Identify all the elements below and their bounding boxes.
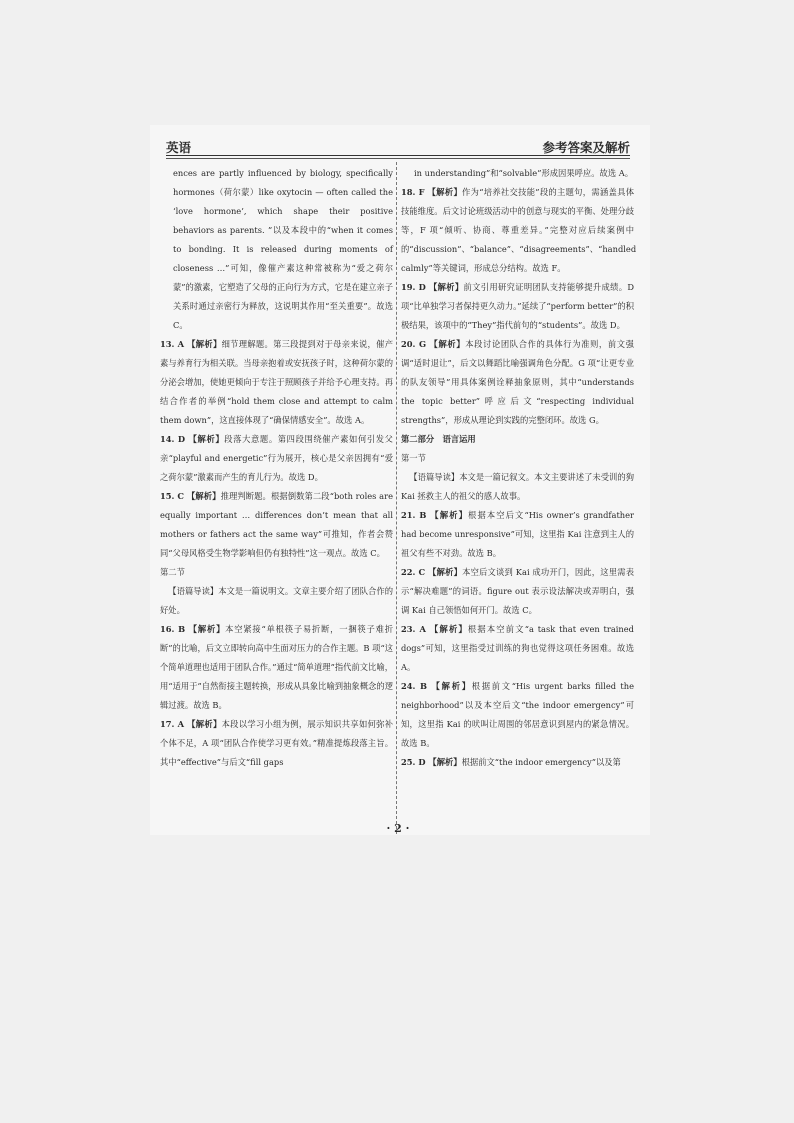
answer-12-continued: ences are partly influenced by biology, specifically hormones（荷尔蒙）like oxytocin — often called the ‘love hormone’, which shape their positive behaviors as parents. ”以及本段中的“when it comes to bonding. It is released during moments of closeness …”可知，像催产素这种常被称为“爱之荷尔蒙”的激素，它塑造了父母的正向行为方式，它是在建立亲子关系时通过亲密行为释放，这说明其作用“至关重要”。故选 C。 (173, 168, 393, 330)
header-section-title: 参考答案及解析 (542, 140, 630, 155)
answer-17: 17. A 【解析】本段以学习小组为例，展示知识共享如何弥补个体不足，A 项“团队合作使学习更有效。”精准提炼段落主旨。其中“effective”与后文“fill gaps (160, 719, 393, 767)
answer-25: 25. D 【解析】根据前文“the indoor emergency”以及第 (401, 757, 621, 767)
answer-22: 22. C 【解析】本空后文谈到 Kai 成功开门，因此，这里需表示“解决难题”的词语。figure out 表示设法解决或弄明白，强调 Kai 自己领悟如何开门。故选 C。 (401, 567, 634, 615)
answer-18: 18. F 【解析】作为“培养社交技能”段的主题句，需涵盖具体技能维度。后文讨论班级活动中的创意与现实的平衡、处理分歧等，F 项“倾听、协商、尊重差异。”完整对应后续案例中的“discussion”、“balance”、“disagreements”、“handled calmly”等关键词，形成总分结构。故选 F。 (401, 187, 637, 273)
answer-16: 16. B 【解析】本空紧接“单根筷子易折断，一捆筷子难折断”的比喻，后文立即转向高中生面对压力的合作主题。B 项“这个简单道理也适用于团队合作。”通过“简单道理”指代前文比喻，用“适用于”自然衔接主题转换，形成从具象比喻到抽象概念的逻辑过渡。故选 B。 (160, 624, 393, 710)
section-heading-1: 第一节 (401, 453, 426, 463)
header-rule (166, 155, 630, 156)
answer-21: 21. B 【解析】根据本空后文“His owner’s grandfather had become unresponsive”可知，这里指 Kai 注意到主人的祖父有些不对劲。故选 B。 (401, 510, 634, 558)
answer-20: 20. G 【解析】本段讨论团队合作的具体行为准则，前文强调“适时退让”，后文以舞蹈比喻强调角色分配。G 项“让更专业的队友领导”用具体案例诠释抽象原则，其中“understands the topic better”呼应后文“respecting individual strengths”，形成从理论到实践的完整闭环。故选 G。 (401, 339, 634, 425)
running-header (166, 132, 630, 156)
passage-guide-1: 【语篇导读】本文是一篇记叙文。本文主要讲述了未受训的狗 Kai 拯救主人的祖父的感人故事。 (401, 472, 634, 501)
section-heading-2: 第二节 (160, 567, 185, 577)
answer-19: 19. D 【解析】前文引用研究证明团队支持能够提升成绩。D 项“比单独学习者保持更久动力。”延续了“perform better”的积极结果，该项中的“They”指代前句的“students”。故选 D。 (401, 282, 634, 330)
header-subject: 英语 (166, 140, 192, 155)
header-rule-thin (166, 158, 630, 159)
page-number: · 2 · (386, 822, 410, 835)
right-column (401, 164, 637, 772)
answer-14: 14. D 【解析】段落大意题。第四段围绕催产素如何引发父亲“playful and energetic”行为展开，核心是父亲因拥有“爱之荷尔蒙”激素而产生的育儿行为。故选 D。 (160, 434, 393, 482)
part-heading-2: 第二部分 语言运用 (401, 434, 476, 444)
answer-15: 15. C 【解析】推理判断题。根据倒数第二段“both roles are equally important … differences don’t mean that all mothers or fathers act the same way”可推知，作者会赞同“父母风格受生物学影响但仍有独特性”这一观点。故选 C。 (160, 491, 393, 558)
column-divider (396, 162, 397, 834)
passage-guide-2: 【语篇导读】本文是一篇说明文。文章主要介绍了团队合作的好处。 (160, 586, 393, 615)
answer-17-continued: in understanding”和“solvable”形成因果呼应。故选 A。 (414, 168, 634, 178)
answer-24: 24. B 【解析】根据前文“His urgent barks filled the neighborhood”以及本空后文“the indoor emergency”可知，这里指 Kai 的吠叫让周围的邻居意识到屋内的紧急情况。故选 B。 (401, 681, 634, 748)
answer-23: 23. A 【解析】根据本空前文“a task that even trained dogs”可知，这里指受过训练的狗也觉得这项任务困难。故选 A。 (401, 624, 634, 672)
left-column (160, 164, 393, 772)
answer-13: 13. A 【解析】细节理解题。第三段提到对于母亲来说，催产素与养育行为相关联。当母亲抱着或安抚孩子时，这种荷尔蒙的分泌会增加，使她更倾向于专注于照顾孩子并给予心理支持。再结合作者的举例“hold them close and attempt to calm them down”，这直接体现了“确保情感安全”。故选 A。 (160, 339, 393, 425)
